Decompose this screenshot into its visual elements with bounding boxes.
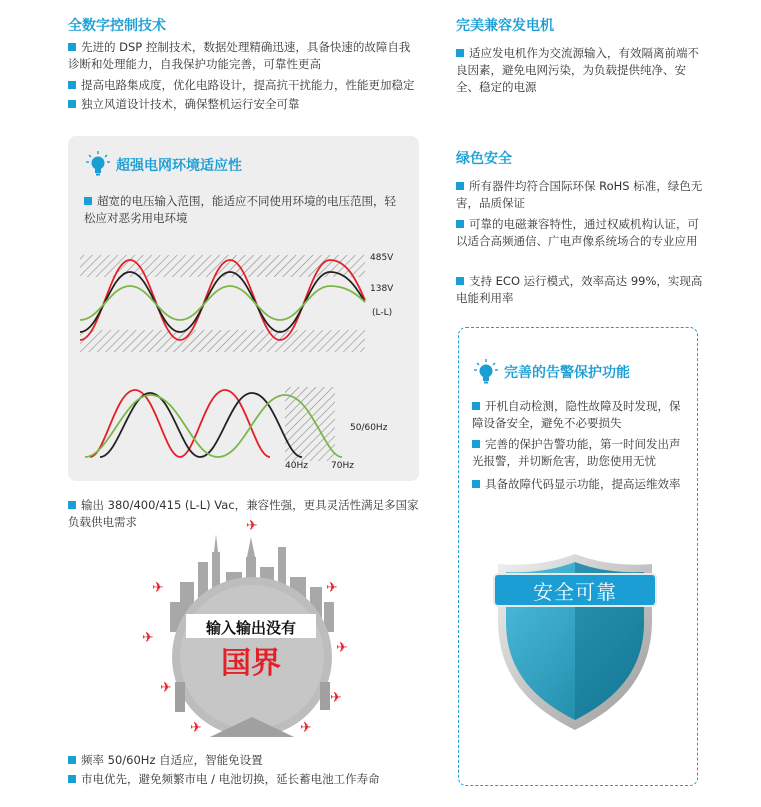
env-heading: 超强电网环境适应性 <box>116 158 242 174</box>
env-item: 超宽的电压输入范围，能适应不同使用环境的电压范围，轻松应对恶劣用电环境 <box>84 194 396 225</box>
label-40hz: 40Hz <box>285 461 308 471</box>
bullet-square-icon <box>68 100 76 108</box>
frequency-range-chart <box>80 385 350 465</box>
freq-item: 频率 50/60Hz 自适应，智能免设置 <box>68 752 428 769</box>
bullet-square-icon <box>472 480 480 488</box>
svg-text:✈: ✈ <box>326 580 338 596</box>
dsp-item-2: 提高电路集成度，优化电路设计，提高抗干扰能力，性能更加稳定 <box>68 77 428 94</box>
bullet-square-icon <box>68 81 76 89</box>
svg-text:✈: ✈ <box>336 640 348 656</box>
svg-text:✈: ✈ <box>152 580 164 596</box>
voltage-range-chart <box>80 250 370 360</box>
lightbulb-icon <box>86 150 110 176</box>
alarm-heading: 完善的告警保护功能 <box>504 365 630 381</box>
generator-heading: 完美兼容发电机 <box>456 18 554 34</box>
label-485v: 485V <box>370 253 394 263</box>
bullet-square-icon <box>456 277 464 285</box>
svg-text:✈: ✈ <box>300 720 312 736</box>
hatch-under-voltage <box>80 330 365 352</box>
label-ll: (L-L) <box>372 308 393 318</box>
dsp-item-3: 独立风道设计技术，确保整机运行安全可靠 <box>68 96 420 113</box>
label-50-60hz: 50/60Hz <box>350 423 388 433</box>
globe-caption-line1: 输入输出没有 <box>205 619 296 637</box>
bullet-square-icon <box>68 756 76 764</box>
lightbulb-icon <box>474 358 498 384</box>
alarm-item-2: 完善的保护告警功能，第一时间发出声光报警，并切断危害，助您使用无忧 <box>472 437 681 468</box>
generator-item: 适应发电机作为交流源输入，有效隔离前端不良因素，避免电网污染，为负载提供纯净、安全、稳定的电源 <box>456 46 699 94</box>
shield-text: 安全可靠 <box>533 580 617 604</box>
globe-caption-line2: 国界 <box>221 646 281 681</box>
wave-black <box>80 272 365 332</box>
label-138v: 138V <box>370 284 394 294</box>
svg-text:✈: ✈ <box>330 690 342 706</box>
dsp-item-1: 先进的 DSP 控制技术，数据处理精确迅速，具备快速的故障自我诊断和处理能力，自我保护功能完善，可靠性更高 <box>68 40 411 71</box>
green-item-2: 可靠的电磁兼容特性，通过权威机构认证，可以适合高频通信、广电声像系统场合的专业应用 <box>456 217 699 248</box>
output-item: 输出 380/400/415 (L-L) Vac，兼容性强，更具灵活性满足多国家负载供电需求 <box>68 498 419 529</box>
mains-item: 市电优先，避免频繁市电 / 电池切换，延长蓄电池工作寿命 <box>68 771 438 788</box>
green-heading: 绿色安全 <box>456 151 512 167</box>
svg-text:✈: ✈ <box>142 630 154 646</box>
alarm-item-3: 具备故障代码显示功能，提高运维效率 <box>472 476 688 493</box>
bullet-square-icon <box>456 220 464 228</box>
bullet-square-icon <box>84 197 92 205</box>
green-item-1: 所有器件均符合国际环保 RoHS 标准，绿色无害，品质保证 <box>456 179 703 210</box>
bullet-square-icon <box>68 775 76 783</box>
svg-text:✈: ✈ <box>246 518 258 534</box>
green-item-3: 支持 ECO 运行模式，效率高达 99%，实现高电能利用率 <box>456 274 703 305</box>
bullet-square-icon <box>456 49 464 57</box>
alarm-item-1: 开机自动检测，隐性故障及时发现，保障设备安全，避免不必要损失 <box>472 399 681 430</box>
bullet-square-icon <box>68 43 76 51</box>
bullet-square-icon <box>68 501 76 509</box>
svg-text:✈: ✈ <box>190 720 202 736</box>
dsp-heading: 全数字控制技术 <box>68 18 166 34</box>
bullet-square-icon <box>456 182 464 190</box>
wave-green <box>80 286 365 320</box>
bullet-square-icon <box>472 440 480 448</box>
freq-wave-red <box>90 390 270 457</box>
bullet-square-icon <box>472 402 480 410</box>
label-70hz: 70Hz <box>331 461 354 471</box>
svg-text:✈: ✈ <box>160 680 172 696</box>
